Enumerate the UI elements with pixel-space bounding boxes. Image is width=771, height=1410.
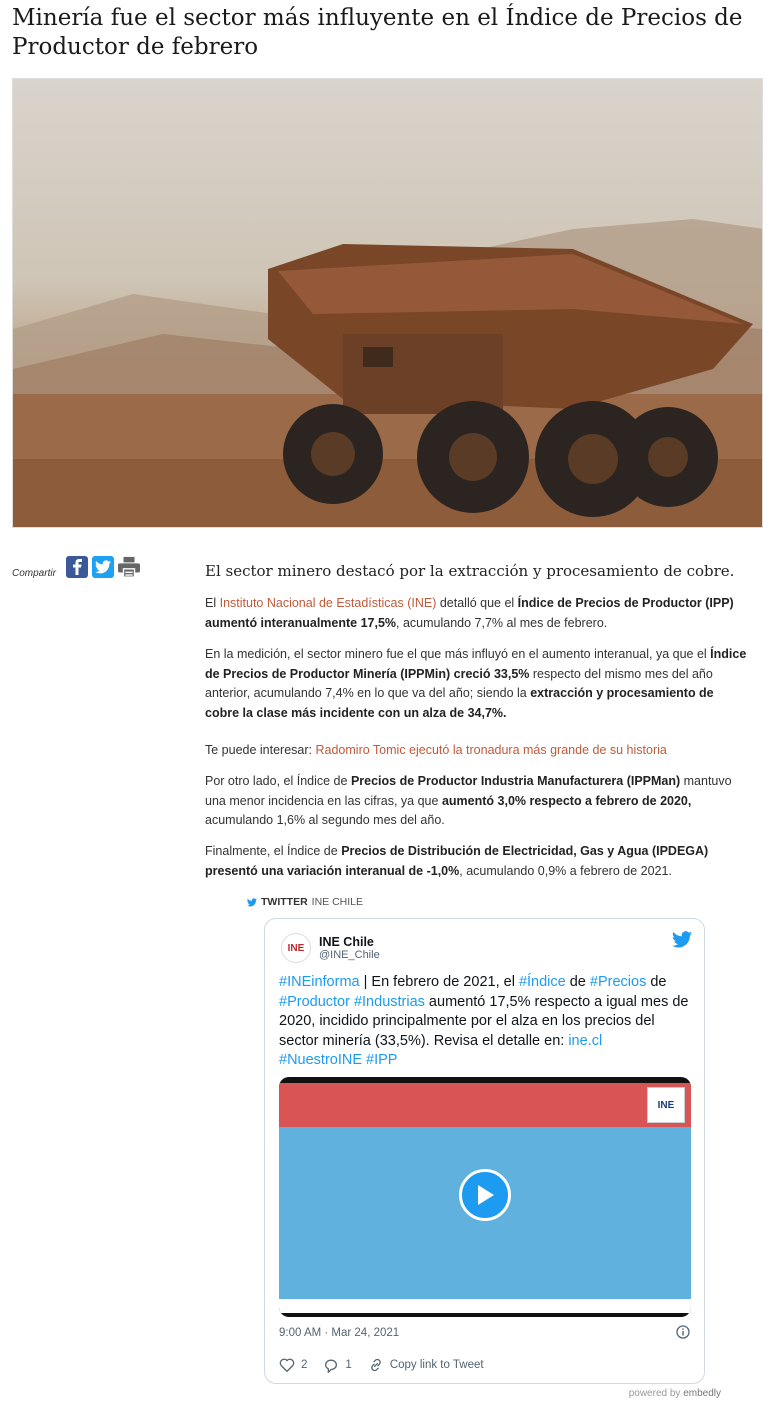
reply-action[interactable] [323,1358,351,1373]
ine-logo: INE [647,1087,685,1123]
related-article-link[interactable]: Radomiro Tomic ejecutó la tronadura más grande de su historia [315,743,667,757]
text: acumulando 1,6% al segundo mes del año. [205,813,445,827]
article-lead: El sector minero destacó por la extracción y procesamiento de cobre. [205,562,735,580]
reply-count: 1 [345,1359,352,1371]
tweet-author-handle[interactable]: @INE_Chile [319,949,380,961]
video-banner-red [279,1083,691,1127]
text: mantuvo una menor incidencia en las cifras, ya que [205,774,732,808]
bold-text: Índice de Precios de Productor (IPP) aumentó interanualmente 17,5% [205,596,734,630]
share-label: Compartir [12,568,56,579]
tweet-actions [279,1357,494,1373]
text: En la medición, el sector minero fue el que más influyó en el aumento interanual, ya que el [205,647,711,661]
twitter-icon[interactable] [92,556,114,578]
hashtag-link[interactable]: #Precios [589,974,647,990]
print-icon[interactable] [118,556,140,578]
embedded-tweet[interactable] [264,918,705,1384]
twitter-bird-icon [247,898,257,907]
paragraph-5 [205,842,750,881]
text: respecto del mismo mes del año anterior, acumulando 7,4% en lo que va del año; siendo la [205,666,713,700]
text: El [205,596,220,610]
paragraph-4 [205,772,750,831]
hashtag-link[interactable]: #Industrias [353,993,425,1010]
twitter-bird-icon[interactable] [672,931,692,953]
hashtag-link[interactable]: #NuestroINE [279,1052,363,1068]
paragraph-2 [205,645,750,723]
mining-truck-illustration [13,79,763,528]
copy-link-action[interactable] [368,1357,484,1373]
hashtag-link[interactable]: #Índice [518,974,566,990]
heart-icon [279,1358,295,1372]
tweet-video[interactable] [279,1077,691,1317]
bold-text: Índice de Precios de Productor Minería (IPPMin) creció 33,5% [205,647,747,681]
info-icon[interactable] [676,1325,690,1344]
embedly-credit[interactable] [629,1388,721,1399]
hashtag-link[interactable]: #INEinforma [279,974,360,990]
bold-text: extracción y procesamiento de cobre la clase más incidente con un alza de 34,7%. [205,686,714,720]
hashtag-link[interactable]: #IPP [366,1052,398,1068]
embed-source-tag [247,896,363,908]
powered-by-label: powered by [628,1388,681,1399]
text: de [565,974,590,990]
article-title: Minería fue el sector más influyente en el Índice de Precios de Productor de febrero [12,5,743,60]
video-footer [279,1299,691,1313]
text: , acumulando 7,7% al mes de febrero. [396,615,608,630]
play-button[interactable] [459,1169,511,1221]
tweet-timestamp[interactable]: 9:00 AM · Mar 24, 2021 [279,1327,400,1339]
facebook-icon[interactable] [66,556,88,578]
tweet-text [279,973,694,1071]
bold-text: Precios de Productor Industria Manufacturera (IPPMan) [350,774,681,788]
embed-source: TWITTER [261,896,308,908]
bold-text: Precios de Distribución de Electricidad, Gas y Agua (IPDEGA) presentó una variación interanual de -1,0% [205,844,709,878]
url-link[interactable]: ine.cl [568,1032,603,1049]
like-count: 2 [301,1359,308,1371]
tweet-header[interactable] [281,933,380,963]
text: Por otro lado, el Índice de [205,774,351,788]
share-bar [12,554,140,579]
hero-image-mining-truck [12,78,763,528]
bold-text: aumentó 3,0% respecto a febrero de 2020, [441,793,692,808]
text: | En febrero de 2021, el [359,974,519,990]
paragraph-1 [205,594,750,633]
tweet-author-name[interactable]: INE Chile [319,935,374,949]
text: , acumulando 0,9% a febrero de 2021. [459,863,672,878]
like-action[interactable] [279,1358,307,1372]
reply-icon [323,1358,339,1373]
embed-account: INE CHILE [311,896,364,908]
ine-link[interactable]: Instituto Nacional de Estadísticas (INE) [219,596,437,610]
text: Finalmente, el Índice de [205,844,342,858]
embedly-brand: embedly [683,1388,721,1399]
play-icon [475,1184,495,1206]
text: de [646,974,667,990]
text: detalló que el [436,596,518,610]
copy-link-label: Copy link to Tweet [389,1359,484,1371]
hashtag-link[interactable]: #Productor [279,993,350,1010]
link-icon [368,1357,384,1373]
paragraph-3 [205,741,750,761]
avatar[interactable]: INE [281,933,311,963]
text: Te puede interesar: [205,743,316,757]
text: aumentó 17,5% respecto a igual mes de 2020, incidido principalmente por el alza en los precios del sector minería (33,5%). Revisa el detalle en: [279,993,689,1049]
